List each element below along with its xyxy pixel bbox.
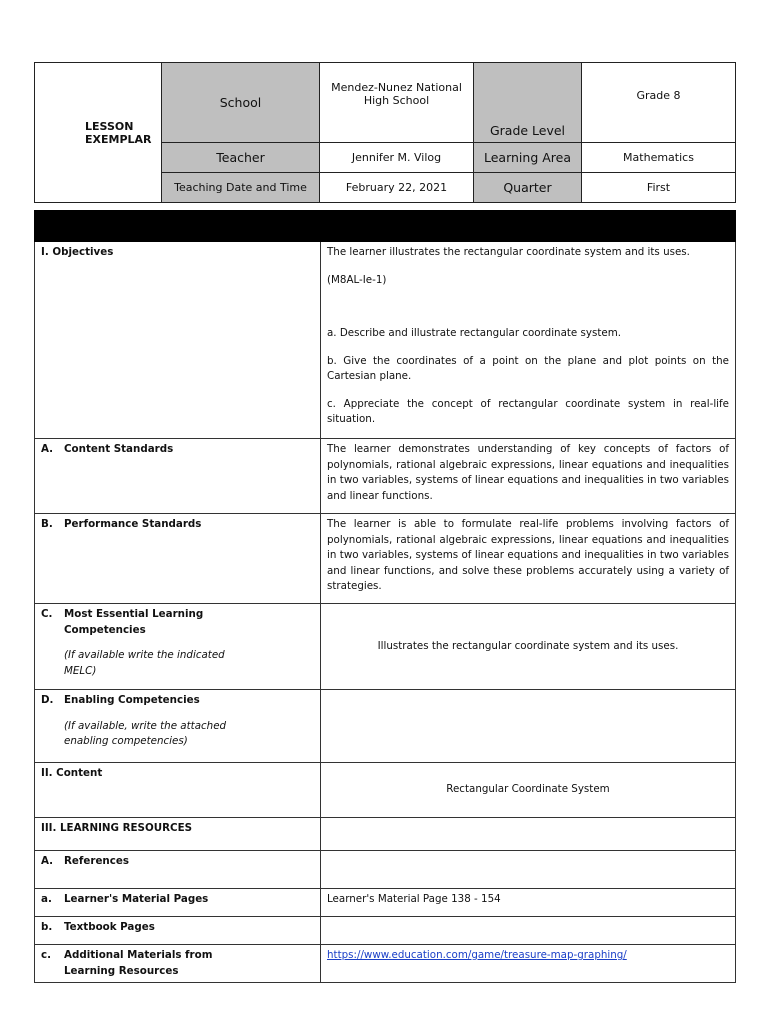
row-melc	[35, 604, 736, 690]
textbook-label: Textbook Pages	[64, 921, 155, 933]
learning-area-value: Mathematics	[582, 143, 736, 173]
textbook-marker: b.	[41, 921, 53, 933]
additional-label: Additional Materials from Learning Resources	[64, 949, 213, 977]
melc-label: Most Essential Learning Competencies	[64, 608, 204, 636]
school-value: Mendez-Nunez National High School	[320, 63, 474, 143]
lm-pages-label: Learner's Material Pages	[64, 893, 209, 905]
content-standards-text: The learner demonstrates understanding of key concepts of factors of polynomials, rational algebraic expressions, linear equations and inequalities in two variables, systems of linear equations and inequalities in two variables and linear functions.	[327, 443, 729, 502]
objective-c: c. Appreciate the concept of rectangular coordinate system in real-life situation.	[327, 397, 729, 425]
date-value: February 22, 2021	[320, 173, 474, 203]
melc-note: (If available write the indicated MELC)	[64, 649, 225, 677]
grade-level-value: Grade 8	[582, 63, 736, 143]
row-lm-pages	[35, 889, 736, 917]
teacher-value: Jennifer M. Vilog	[320, 143, 474, 173]
row-objectives	[35, 242, 736, 439]
melc-text: Illustrates the rectangular coordinate system and its uses.	[321, 604, 736, 690]
learning-resources-label: III. LEARNING RESOURCES	[41, 822, 193, 834]
treasure-map-link[interactable]: https://www.education.com/game/treasure-map-graphing/	[327, 949, 627, 961]
enabling-marker: D.	[41, 694, 54, 706]
lm-pages-marker: a.	[41, 893, 52, 905]
objective-a: a. Describe and illustrate rectangular coordinate system.	[327, 327, 622, 339]
grade-level-label: Grade Level	[474, 63, 582, 143]
date-label: Teaching Date and Time	[162, 173, 320, 203]
learning-area-label: Learning Area	[474, 143, 582, 173]
enabling-note: (If available, write the attached enabling competencies)	[64, 719, 227, 747]
enabling-label: Enabling Competencies	[64, 694, 200, 706]
melc-marker: C.	[41, 608, 53, 620]
row-performance-standards	[35, 514, 736, 604]
objective-b: b. Give the coordinates of a point on the plane and plot points on the Cartesian plane.	[327, 354, 729, 382]
content-standards-label: Content Standards	[64, 443, 174, 455]
row-additional	[35, 945, 736, 983]
objectives-code: (M8AL-Ie-1)	[327, 273, 387, 286]
row-content-standards	[35, 439, 736, 514]
additional-marker: c.	[41, 949, 52, 961]
performance-standards-label: Performance Standards	[64, 518, 202, 530]
content-text: Rectangular Coordinate System	[321, 763, 736, 818]
performance-standards-text: The learner is able to formulate real-life problems involving factors of polynomials, rational algebraic expressions, linear equations and inequalities in two variables, systems of linear equations and inequalities in two variables and linear functions, and solve these problems accurately using a variety of strategies.	[327, 518, 729, 592]
lesson-body-table	[34, 210, 736, 983]
objectives-label: I. Objectives	[41, 246, 114, 258]
school-label: School	[162, 63, 320, 143]
lesson-header-table	[34, 62, 736, 203]
teacher-label: Teacher	[162, 143, 320, 173]
table-header-bar	[35, 211, 736, 242]
row-enabling	[35, 690, 736, 763]
quarter-value: First	[582, 173, 736, 203]
objectives-text: The learner illustrates the rectangular coordinate system and its uses.	[327, 246, 690, 258]
references-label: References	[64, 855, 129, 867]
content-label: II. Content	[41, 767, 103, 779]
lm-pages-text: Learner's Material Page 138 - 154	[321, 889, 736, 917]
row-learning-resources	[35, 818, 736, 851]
quarter-label: Quarter	[474, 173, 582, 203]
content-standards-marker: A.	[41, 443, 54, 455]
references-marker: A.	[41, 855, 54, 867]
row-content	[35, 763, 736, 818]
lesson-exemplar-label: LESSON EXEMPLAR	[35, 63, 162, 203]
row-references	[35, 851, 736, 889]
performance-standards-marker: B.	[41, 518, 53, 530]
row-textbook	[35, 917, 736, 945]
